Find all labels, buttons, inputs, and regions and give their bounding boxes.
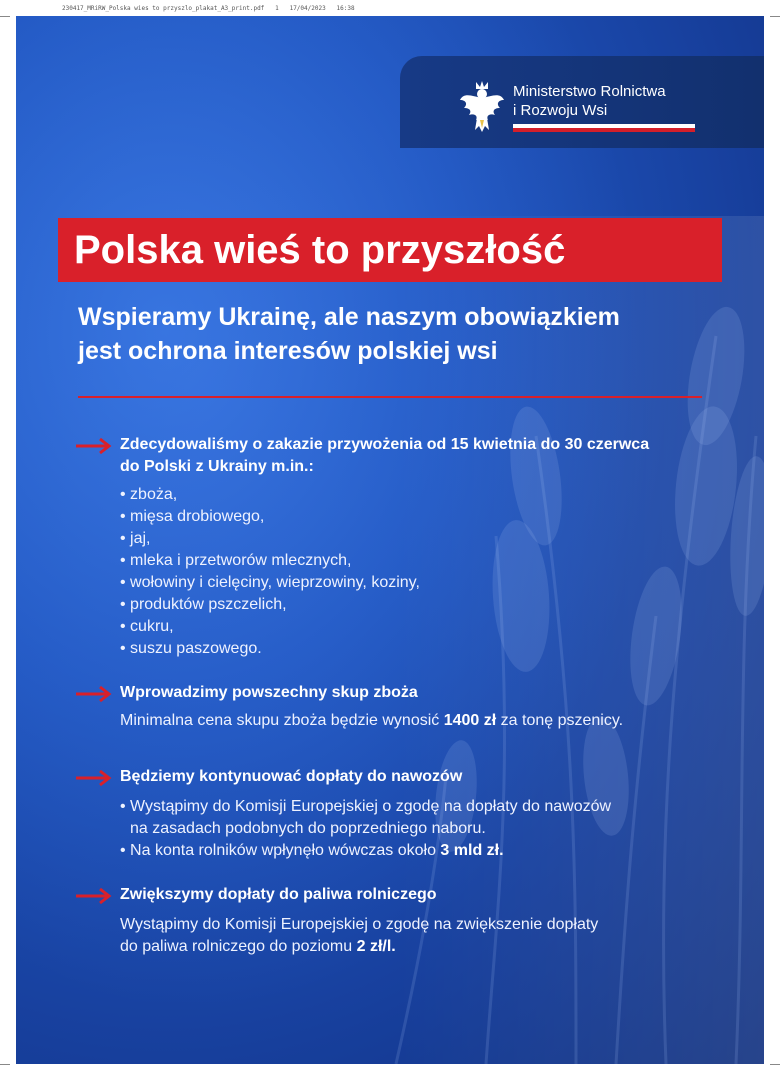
- section-import-ban: [76, 434, 726, 664]
- section-heading-line1: Zdecydowaliśmy o zakazie przywożenia od 15 kwietnia do 30 czerwca: [120, 436, 650, 453]
- section-body: [120, 710, 720, 732]
- body-line: Wystąpimy do Komisji Europejskiej o zgodę na zwiększenie dopłaty: [120, 916, 599, 933]
- page-title: Polska wieś to przyszłość: [74, 228, 566, 272]
- subtitle-line1: Wspieramy Ukrainę, ale naszym obowiązkiem: [78, 303, 620, 331]
- product-list: [120, 484, 720, 660]
- body-text: • Na konta rolników wpłynęło wówczas około: [120, 842, 441, 859]
- body-line: • Wystąpimy do Komisji Europejskiej o zgodę na dopłaty do nawozów: [120, 798, 612, 815]
- red-arrow-icon: [76, 437, 112, 455]
- red-arrow-icon: [76, 685, 112, 703]
- section-heading: [120, 434, 720, 478]
- red-divider: [78, 396, 702, 398]
- section-heading: Będziemy kontynuować dopłaty do nawozów: [120, 768, 463, 785]
- amount-value: 3 mld zł.: [440, 842, 504, 859]
- section-heading-line2: do Polski z Ukrainy m.in.:: [120, 458, 314, 475]
- list-item: • mięsa drobiowego,: [120, 508, 265, 525]
- poster: [16, 16, 764, 1064]
- section-body: [120, 796, 720, 862]
- red-arrow-icon: [76, 887, 112, 905]
- polish-flag-stripe: [513, 124, 695, 132]
- subtitle: [78, 300, 718, 368]
- section-heading: Zwiększymy dopłaty do paliwa rolniczego: [120, 886, 437, 903]
- price-value: 1400 zł: [443, 712, 497, 729]
- section-body: [120, 914, 720, 958]
- list-item: • mleka i przetworów mlecznych,: [120, 552, 352, 569]
- rate-value: 2 zł/l.: [356, 938, 396, 955]
- list-item: • produktów pszczelich,: [120, 596, 287, 613]
- crop-mark-top-right: [770, 16, 780, 17]
- body-text: do paliwa rolniczego do poziomu: [120, 938, 357, 955]
- list-item: • wołowiny i cielęciny, wieprzowiny, koziny,: [120, 574, 420, 591]
- list-item: • cukru,: [120, 618, 174, 635]
- body-line: na zasadach podobnych do poprzedniego naboru.: [130, 820, 486, 837]
- body-text: za tonę pszenicy.: [496, 712, 624, 729]
- crop-mark-top-left: [0, 16, 10, 17]
- ministry-name-line1: Ministerstwo Rolnictwa: [513, 83, 666, 100]
- section-fuel-subsidy: [76, 884, 726, 964]
- crop-mark-bottom-left: [0, 1064, 10, 1065]
- polish-eagle-icon: [458, 78, 506, 134]
- list-item: • suszu paszowego.: [120, 640, 262, 657]
- list-item: • jaj,: [120, 530, 151, 547]
- ministry-logo-panel: [400, 56, 764, 148]
- list-item: • zboża,: [120, 486, 178, 503]
- crop-mark-bottom-right: [770, 1064, 780, 1065]
- flag-red-stripe: [513, 128, 695, 132]
- subtitle-line2: jest ochrona interesów polskiej wsi: [78, 337, 498, 365]
- title-banner: [58, 218, 722, 282]
- body-text: Minimalna cena skupu zboża będzie wynosić: [120, 712, 444, 729]
- ministry-name-line2: i Rozwoju Wsi: [513, 102, 608, 119]
- section-heading: Wprowadzimy powszechny skup zboża: [120, 684, 418, 701]
- ministry-name: [513, 82, 713, 120]
- section-grain-purchase: [76, 682, 726, 742]
- section-fertilizer-subsidy: [76, 766, 726, 866]
- red-arrow-icon: [76, 769, 112, 787]
- print-header: 230417_MRiRW_Polska wies to przyszlo_plakat_A3_print.pdf 1 17/04/2023 16:38: [62, 5, 355, 12]
